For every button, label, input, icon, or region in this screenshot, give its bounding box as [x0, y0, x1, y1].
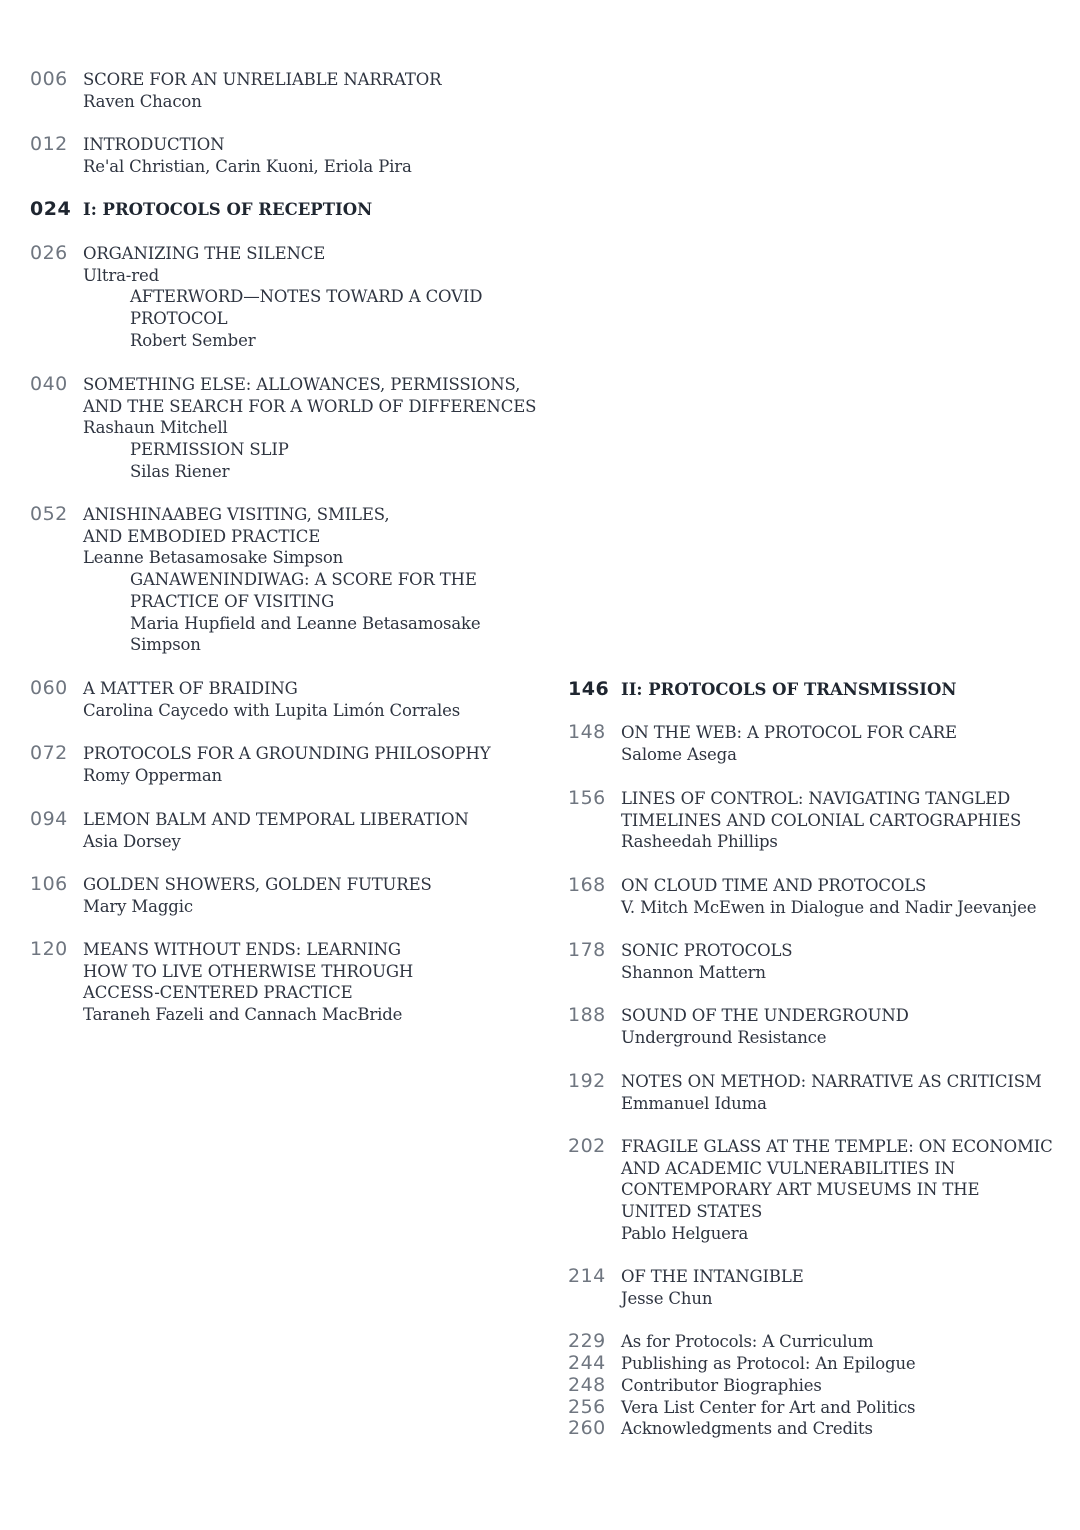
sub-entry-author: Silas Riener: [130, 461, 230, 481]
page-number: 260: [568, 1417, 606, 1439]
entry-author: Re'al Christian, Carin Kuoni, Eriola Pira: [83, 156, 412, 176]
page-number: 052: [30, 503, 68, 525]
section-title: II: PROTOCOLS OF TRANSMISSION: [621, 680, 957, 699]
page-number: 168: [568, 874, 606, 896]
entry-title: Acknowledgments and Credits: [621, 1419, 873, 1438]
page-number: 094: [30, 808, 68, 830]
page-number: 024: [30, 198, 72, 220]
entry-author: Leanne Betasamosake Simpson: [83, 548, 344, 568]
page-number: 156: [568, 787, 606, 809]
entry-title: SOMETHING ELSE: ALLOWANCES, PERMISSIONS, AND THE SEARCH FOR A WORLD OF DIFFERENCES: [83, 375, 537, 416]
sub-entry-title: PERMISSION SLIP: [130, 440, 289, 460]
page-number: 060: [30, 677, 68, 699]
page-number: 006: [30, 68, 68, 90]
page-number: 248: [568, 1374, 606, 1396]
page-number: 106: [30, 873, 68, 895]
entry-author: Shannon Mattern: [621, 962, 766, 982]
entry-title: Contributor Biographies: [621, 1376, 822, 1395]
page-number: 120: [30, 938, 68, 960]
entry-title: ORGANIZING THE SILENCE: [83, 244, 326, 263]
entry-author: Taraneh Fazeli and Cannach MacBride: [83, 1005, 403, 1025]
entry-title: ON CLOUD TIME AND PROTOCOLS: [621, 876, 927, 895]
entry-author: Rasheedah Phillips: [621, 832, 778, 852]
entry-author: Mary Maggic: [83, 896, 193, 916]
page-number: 148: [568, 721, 606, 743]
page-number: 026: [30, 242, 68, 264]
entry-author: Pablo Helguera: [621, 1223, 749, 1243]
entry-title: SOUND OF THE UNDERGROUND: [621, 1006, 909, 1025]
entry-title: A MATTER OF BRAIDING: [83, 679, 298, 698]
entry-title: FRAGILE GLASS AT THE TEMPLE: ON ECONOMIC AND ACADEMIC VULNERABILITIES IN CONTEMPORARY ART MUSEUMS IN THE UNITED STATES: [621, 1137, 1053, 1222]
sub-entry-title: AFTERWORD—NOTES TOWARD A COVID PROTOCOL: [130, 287, 483, 329]
entry-author: Raven Chacon: [83, 91, 202, 111]
entry-title: Vera List Center for Art and Politics: [621, 1398, 916, 1417]
entry-title: Publishing as Protocol: An Epilogue: [621, 1354, 916, 1373]
sub-entry-author: Maria Hupfield and Leanne Betasamosake Simpson: [130, 613, 481, 655]
entry-title: ON THE WEB: A PROTOCOL FOR CARE: [621, 723, 957, 742]
entry-title: INTRODUCTION: [83, 135, 225, 154]
page-number: 256: [568, 1396, 606, 1418]
entry-title: ANISHINAABEG VISITING, SMILES, AND EMBODIED PRACTICE: [83, 505, 390, 546]
entry-author: Salome Asega: [621, 744, 737, 764]
entry-author: Romy Opperman: [83, 765, 223, 785]
page-number: 244: [568, 1352, 606, 1374]
entry-title: LINES OF CONTROL: NAVIGATING TANGLED TIMELINES AND COLONIAL CARTOGRAPHIES: [621, 789, 1022, 830]
page-number: 188: [568, 1004, 606, 1026]
entry-author: Carolina Caycedo with Lupita Limón Corrales: [83, 700, 461, 720]
entry-title: SONIC PROTOCOLS: [621, 941, 793, 960]
entry-title: NOTES ON METHOD: NARRATIVE AS CRITICISM: [621, 1072, 1042, 1091]
page-number: 202: [568, 1135, 606, 1157]
section-title: I: PROTOCOLS OF RECEPTION: [83, 200, 373, 219]
entry-title: PROTOCOLS FOR A GROUNDING PHILOSOPHY: [83, 744, 491, 763]
entry-title: GOLDEN SHOWERS, GOLDEN FUTURES: [83, 875, 432, 894]
sub-entry-author: Robert Sember: [130, 330, 256, 350]
entry-author: Ultra-red: [83, 265, 159, 285]
entry-author: Jesse Chun: [621, 1288, 713, 1308]
page-number: 040: [30, 373, 68, 395]
entry-title: OF THE INTANGIBLE: [621, 1267, 804, 1286]
sub-entry-title: GANAWENINDIWAG: A SCORE FOR THE PRACTICE OF VISITING: [130, 570, 477, 611]
entry-author: Underground Resistance: [621, 1027, 827, 1047]
entry-title: MEANS WITHOUT ENDS: LEARNING HOW TO LIVE OTHERWISE THROUGH ACCESS-CENTERED PRACTICE: [83, 940, 414, 1003]
entry-title: LEMON BALM AND TEMPORAL LIBERATION: [83, 810, 469, 829]
page-number: 146: [568, 678, 610, 700]
page-number: 178: [568, 939, 606, 961]
entry-author: Rashaun Mitchell: [83, 418, 228, 438]
entry-author: Emmanuel Iduma: [621, 1093, 767, 1113]
page-number: 229: [568, 1330, 606, 1352]
entry-author: V. Mitch McEwen in Dialogue and Nadir Jeevanjee: [621, 897, 1037, 917]
page-number: 072: [30, 742, 68, 764]
page-number: 214: [568, 1265, 606, 1287]
entry-title: SCORE FOR AN UNRELIABLE NARRATOR: [83, 70, 442, 89]
page-number: 192: [568, 1070, 606, 1092]
page-number: 012: [30, 133, 68, 155]
entry-author: Asia Dorsey: [83, 831, 181, 851]
entry-title: As for Protocols: A Curriculum: [621, 1332, 874, 1351]
